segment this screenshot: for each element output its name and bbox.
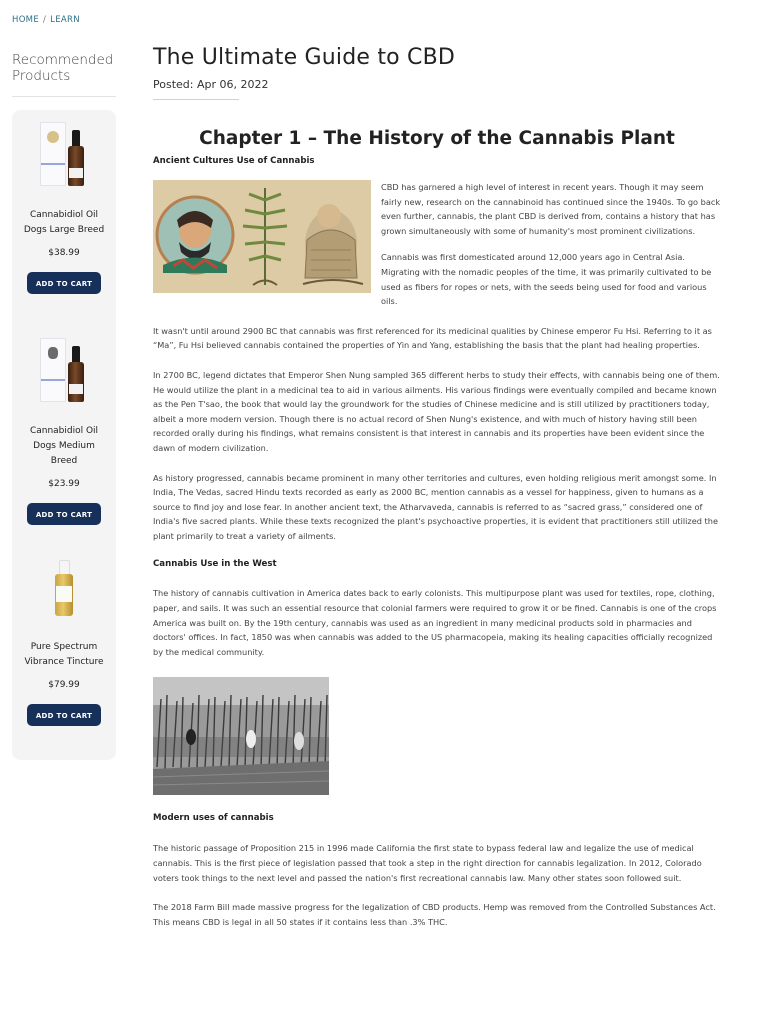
- bottle-label: [56, 586, 72, 602]
- oil-bottle: [68, 362, 84, 402]
- hemp-field-illustration: [153, 677, 329, 795]
- breadcrumb-learn-link[interactable]: LEARN: [50, 15, 80, 25]
- tincture-bottle: [55, 574, 73, 616]
- posted-date: Posted: Apr 06, 2022: [153, 78, 269, 91]
- breadcrumb: [12, 15, 80, 25]
- bottle-label: [69, 168, 83, 178]
- bottle-label: [69, 384, 83, 394]
- product-price: $79.99: [48, 680, 80, 690]
- product-name[interactable]: Cannabidiol Oil Dogs Large Breed: [23, 210, 105, 235]
- product-card: [12, 118, 116, 294]
- chapter-heading: Chapter 1 – The History of the Cannabis Plant: [199, 128, 675, 149]
- dog-emblem: [47, 131, 59, 143]
- article: [153, 44, 721, 929]
- paragraph: The historic passage of Proposition 215 in 1996 made California the first state to bypass federal law and legalize the use of medical cannabis. This is the first piece of legislation passed that took a step in the right direction for cannabis legalization. In 2012, Colorado voters took things to the next level and passed the nation's first recreational cannabis law. Many other states soon followed suit.: [153, 843, 702, 883]
- ancient-painting-image: [153, 180, 371, 293]
- sidebar: [12, 52, 116, 97]
- paragraph: As history progressed, cannabis became prominent in many other territories and cultures, even holding religious merit amongst some. In India, The Vedas, sacred Hindu texts recorded as early as 2000 BC, mention cannabis as a vessel for happiness, given to humans as a source to find joy and lose fear. In another ancient text, the Atharvaveda, cannabis is referred to as “sacred grass,” considered one of India's five sacred plants. While these texts recognized the plant's psychoactive properties, it is evident that practitioners still utilized the plant primarily to treat a variety of ailments.: [153, 472, 718, 541]
- title-divider: [153, 99, 239, 100]
- recommended-products-panel: [12, 110, 116, 760]
- paragraph: Cannabis was first domesticated around 12,000 years ago in Central Asia. Migrating with the nomadic peoples of the time, it was primarily cultivated to be used as fibers for ropes or nets, with the seeds being used for food and various oils.: [381, 252, 712, 307]
- dropper-cap: [72, 346, 80, 362]
- product-price: $23.99: [48, 479, 80, 489]
- product-image[interactable]: [24, 334, 104, 414]
- hemp-field-photo: [153, 677, 329, 795]
- product-name[interactable]: Pure Spectrum Vibrance Tincture: [24, 642, 104, 667]
- paragraph: It wasn't until around 2900 BC that cannabis was first referenced for its medicinal qualities by Chinese emperor Fu Hsi. Referring to it as “Ma”, Fu Hsi believed cannabis contained the properties of Yin and Yang, establishing the basis that the plant had healing properties.: [153, 325, 712, 351]
- dropper-cap: [72, 130, 80, 146]
- section-heading: Modern uses of cannabis: [153, 813, 274, 824]
- add-to-cart-button[interactable]: ADD TO CART: [27, 704, 101, 726]
- paragraph: The history of cannabis cultivation in America dates back to early colonists. This multipurpose plant was used for textiles, rope, clothing, paper, and sails. It was such an essential resource that colonial farmers were required to grow it or be fined. Cannabis is one of the crops America was built on. By the 19th century, cannabis was used as an ingredient in many medicinal products sold in pharmacies and doctors' offices. In fact, 1850 was when cannabis was added to the US pharmacopeia, making its healing capacities officially recognized by the medical community.: [153, 588, 717, 657]
- oil-bottle: [68, 146, 84, 186]
- sidebar-divider: [12, 96, 116, 97]
- dog-emblem: [48, 347, 58, 359]
- section-heading: Ancient Cultures Use of Cannabis: [153, 156, 315, 166]
- sidebar-heading: Recommended Products: [12, 52, 114, 84]
- product-image[interactable]: [24, 118, 104, 198]
- product-card: [12, 334, 116, 525]
- product-card: [12, 550, 116, 726]
- breadcrumb-separator: /: [43, 15, 47, 25]
- page-title: The Ultimate Guide to CBD: [153, 45, 455, 70]
- product-price: $38.99: [48, 248, 80, 258]
- box-stripe: [41, 379, 65, 381]
- intro-block: [153, 180, 721, 309]
- section-heading: Cannabis Use in the West: [153, 559, 277, 570]
- product-image[interactable]: [24, 550, 104, 630]
- painting-illustration: [153, 180, 371, 293]
- breadcrumb-home-link[interactable]: HOME: [12, 15, 39, 25]
- box-stripe: [41, 163, 65, 165]
- add-to-cart-button[interactable]: ADD TO CART: [27, 272, 101, 294]
- paragraph: CBD has garnered a high level of interest in recent years. Though it may seem fairly new, research on the cannabinoid has continued since the 1940s. To go back even further, cannabis, the plant CBD is derived from, contains a history that has grown simultaneously with some of humanity's most prominent civilizations.: [381, 182, 721, 236]
- paragraph: The 2018 Farm Bill made massive progress for the legalization of CBD products. Hemp was removed from the Controlled Substances Act. This means CBD is legal in all 50 states if it contains less than .3% THC.: [153, 902, 716, 927]
- product-box: [40, 338, 66, 402]
- paragraph: In 2700 BC, legend dictates that Emperor Shen Nung sampled 365 different herbs to study their effects, with cannabis being one of them. He would utilize the plant in a medicinal tea to aid in various ailments. His various findings were eventually compiled and became known as the Pen T'sao, the book that would lay the groundwork for the studies of Chinese medicine and is still utilized by practitioners today, albeit a more modern version. Though there is no actual record of Shen Nung's existence, and with much of history having still been recorded orally during his findings, what remains consistent is that interest in cannabis and its properties have been evident since the dawn of modern civilization.: [153, 369, 720, 453]
- product-name[interactable]: Cannabidiol Oil Dogs Medium Breed: [29, 426, 99, 466]
- product-box: [40, 122, 66, 186]
- add-to-cart-button[interactable]: ADD TO CART: [27, 503, 101, 525]
